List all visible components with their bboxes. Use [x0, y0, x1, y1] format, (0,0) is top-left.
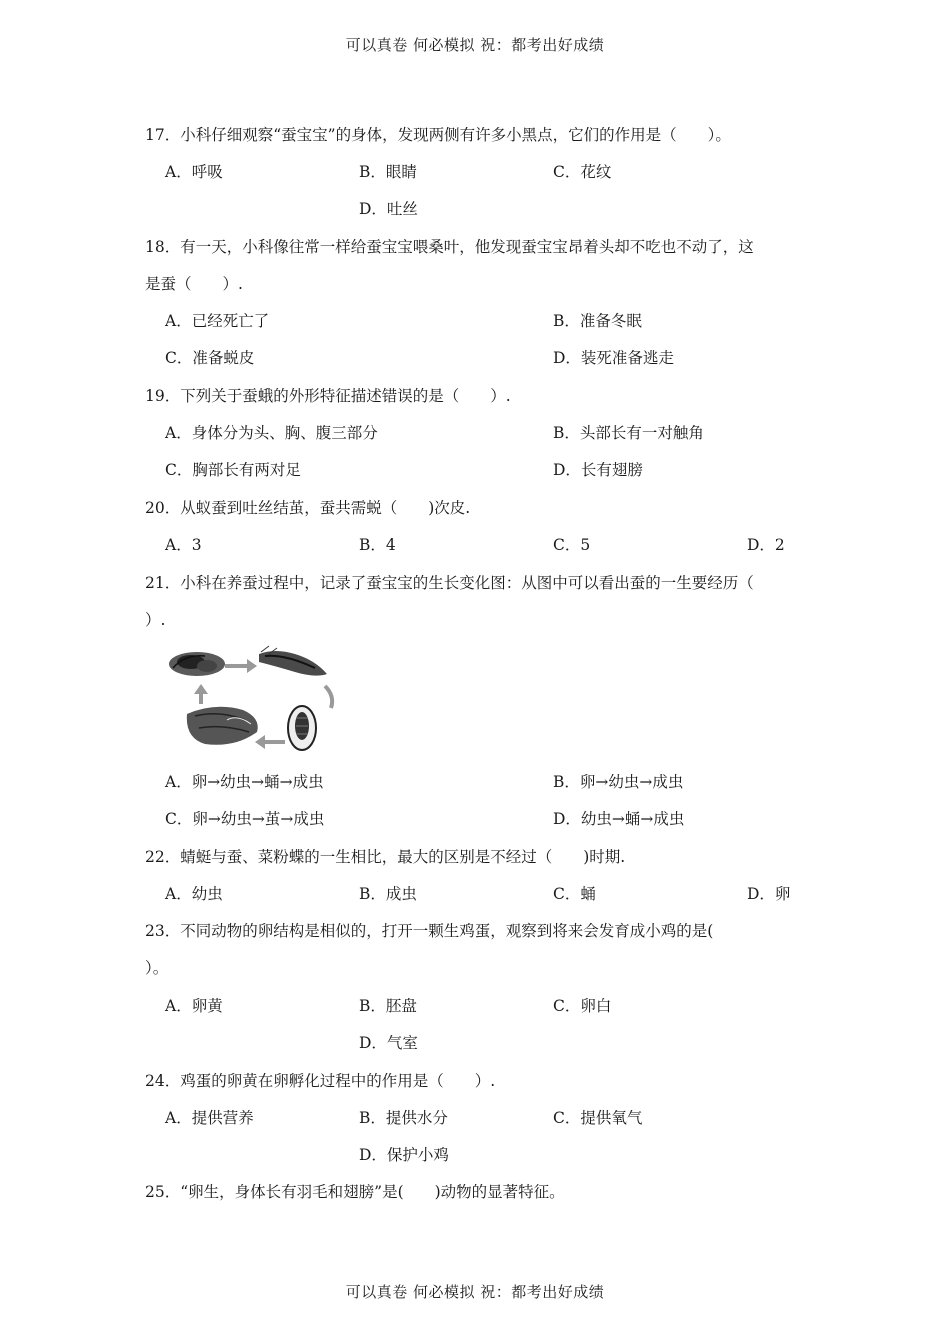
q20-option-b: B．4 — [359, 536, 396, 554]
q24-option-c: C．提供氧气 — [553, 1109, 643, 1127]
silkworm-lifecycle-figure — [165, 644, 350, 756]
q20-option-d: D．2 — [747, 536, 785, 554]
q18-option-d: D．装死准备逃走 — [553, 349, 674, 367]
q18-option-b: B．准备冬眠 — [553, 312, 642, 330]
moth-drawing — [187, 707, 258, 745]
q19-option-b: B．头部长有一对触角 — [553, 424, 704, 442]
pupa-drawing — [288, 706, 316, 750]
q18-option-c: C．准备蜕皮 — [165, 349, 255, 367]
q19-option-d: D．长有翅膀 — [553, 461, 643, 479]
page-footer: 可以真卷 何必模拟 祝：都考出好成绩 — [345, 1283, 605, 1301]
egg-cluster-drawing — [169, 652, 225, 676]
question-18-stem-cont: 是蚕（ ）. — [145, 275, 243, 293]
q23-option-d: D．气室 — [359, 1034, 418, 1052]
question-18-stem: 18．有一天，小科像往常一样给蚕宝宝喂桑叶，他发现蚕宝宝昂着头却不吃也不动了，这 — [145, 238, 754, 256]
arrow-up — [194, 684, 208, 704]
question-24-stem: 24．鸡蛋的卵黄在卵孵化过程中的作用是（ ）. — [145, 1072, 496, 1090]
question-21-stem-cont: ）. — [145, 611, 166, 629]
q22-option-c: C．蛹 — [553, 885, 596, 903]
q22-option-d: D．卵 — [747, 885, 791, 903]
arrow-down — [325, 686, 332, 708]
q22-option-a: A．幼虫 — [165, 885, 223, 903]
q20-option-c: C．5 — [553, 536, 591, 554]
question-22-stem: 22．蜻蜓与蚕、菜粉蝶的一生相比，最大的区别是不经过（ )时期. — [145, 848, 626, 866]
arrow-left — [255, 735, 285, 749]
q19-option-a: A．身体分为头、胸、腹三部分 — [165, 424, 378, 442]
q17-option-b: B．眼睛 — [359, 163, 417, 181]
question-20-stem: 20．从蚁蚕到吐丝结茧，蚕共需蜕（ )次皮. — [145, 499, 471, 517]
q19-option-c: C．胸部长有两对足 — [165, 461, 301, 479]
larva-drawing — [259, 646, 327, 676]
question-25-stem: 25．“卵生，身体长有羽毛和翅膀”是( )动物的显著特征。 — [145, 1183, 565, 1201]
q18-option-a: A．已经死亡了 — [165, 312, 270, 330]
q21-option-d: D．幼虫→蛹→成虫 — [553, 810, 685, 828]
question-19-stem: 19．下列关于蚕蛾的外形特征描述错误的是（ ）. — [145, 387, 511, 405]
question-23-stem-cont: ）。 — [145, 959, 169, 977]
q23-option-a: A．卵黄 — [165, 997, 223, 1015]
q17-option-c: C．花纹 — [553, 163, 612, 181]
question-17-stem: 17．小科仔细观察“蚕宝宝”的身体，发现两侧有许多小黑点，它们的作用是（ ）。 — [145, 126, 731, 144]
q24-option-a: A．提供营养 — [165, 1109, 254, 1127]
q17-option-d: D．吐丝 — [359, 200, 418, 218]
q23-option-b: B．胚盘 — [359, 997, 417, 1015]
page-header: 可以真卷 何必模拟 祝：都考出好成绩 — [345, 36, 605, 54]
q24-option-d: D．保护小鸡 — [359, 1146, 449, 1164]
question-21-stem: 21．小科在养蚕过程中，记录了蚕宝宝的生长变化图：从图中可以看出蚕的一生要经历（ — [145, 574, 754, 592]
arrow-right — [225, 659, 257, 673]
q17-option-a: A．呼吸 — [165, 163, 223, 181]
q23-option-c: C．卵白 — [553, 997, 612, 1015]
question-23-stem: 23．不同动物的卵结构是相似的，打开一颗生鸡蛋，观察到将来会发育成小鸡的是( — [145, 922, 714, 940]
q20-option-a: A．3 — [165, 536, 202, 554]
q24-option-b: B．提供水分 — [359, 1109, 448, 1127]
q22-option-b: B．成虫 — [359, 885, 417, 903]
q21-option-c: C．卵→幼虫→茧→成虫 — [165, 810, 325, 828]
q21-option-b: B．卵→幼虫→成虫 — [553, 773, 684, 791]
q21-option-a: A．卵→幼虫→蛹→成虫 — [165, 773, 324, 791]
